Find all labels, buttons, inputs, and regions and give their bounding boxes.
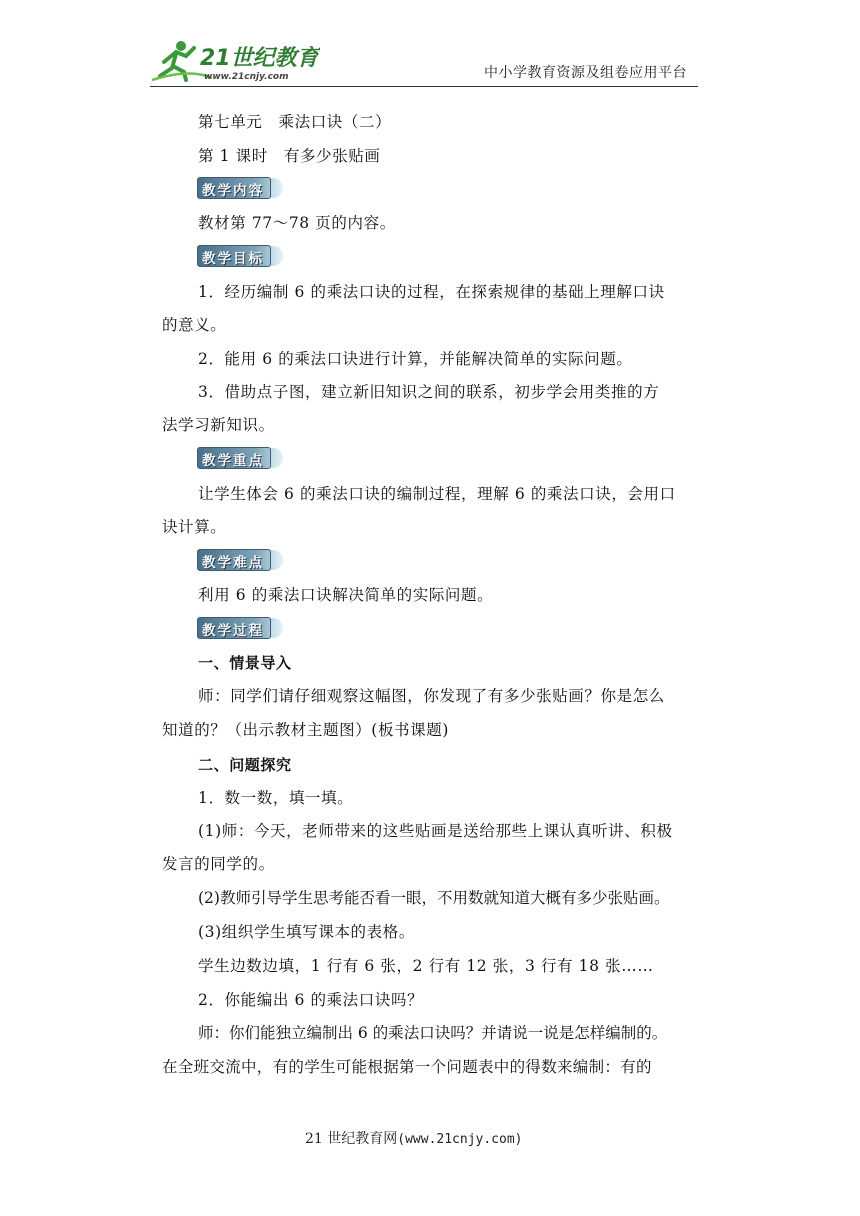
badge-difficulties: 教学难点 bbox=[197, 549, 283, 571]
header-platform-text: 中小学教育资源及组卷应用平台 bbox=[484, 65, 687, 81]
site-logo bbox=[150, 38, 320, 84]
goal-1-line-1: 1．经历编制 6 的乘法口诀的过程，在探索规律的基础上理解口诀 bbox=[198, 283, 665, 301]
footer-site-name: 21 世纪教育网 bbox=[305, 1131, 398, 1147]
part-2-item-1: 1．数一数，填一填。 bbox=[198, 789, 354, 807]
key-line-2: 诀计算。 bbox=[162, 518, 227, 536]
goal-1-line-2: 的意义。 bbox=[162, 316, 227, 334]
page-footer bbox=[305, 1128, 523, 1148]
badge-teaching-goals: 教学目标 bbox=[197, 245, 283, 267]
key-line-1: 让学生体会 6 的乘法口诀的编制过程，理解 6 的乘法口诀，会用口 bbox=[198, 485, 676, 503]
part-1-heading: 一、情景导入 bbox=[198, 654, 292, 672]
footer-site-url[interactable]: (www.21cnjy.com) bbox=[397, 1132, 523, 1147]
part-2-item-4: (3)组织学生填写课本的表格。 bbox=[198, 923, 415, 941]
goal-2: 2．能用 6 的乘法口诀进行计算，并能解决简单的实际问题。 bbox=[198, 350, 633, 368]
svg-text:www.21cnjy.com: www.21cnjy.com bbox=[204, 72, 289, 82]
part-2-item-2-line-2: 发言的同学的。 bbox=[162, 855, 275, 873]
part-2-item-7-line-2: 在全班交流中，有的学生可能根据第一个问题表中的得数来编制：有的 bbox=[162, 1058, 652, 1076]
part-1-line-1: 师：同学们请仔细观察这幅图，你发现了有多少张贴画？你是怎么 bbox=[198, 687, 665, 705]
badge-teaching-process: 教学过程 bbox=[197, 617, 283, 639]
svg-text:21世纪教育: 21世纪教育 bbox=[200, 46, 319, 71]
lesson-title: 第 1 课时 有多少张贴画 bbox=[198, 147, 381, 165]
part-2-item-7-line-1: 师：你们能独立编制出 6 的乘法口诀吗？并请说一说是怎样编制的。 bbox=[198, 1024, 668, 1042]
part-2-heading: 二、问题探究 bbox=[198, 756, 292, 774]
goal-3-line-1: 3．借助点子图，建立新旧知识之间的联系，初步学会用类推的方 bbox=[198, 383, 660, 401]
header-divider bbox=[150, 86, 698, 87]
badge-key-points: 教学重点 bbox=[197, 447, 283, 469]
difficulty-text: 利用 6 的乘法口诀解决简单的实际问题。 bbox=[198, 586, 494, 604]
part-1-line-2: 知道的？（出示教材主题图）(板书课题) bbox=[162, 721, 449, 739]
part-2-item-3: (2)教师引导学生思考能否看一眼，不用数就知道大概有多少张贴画。 bbox=[198, 889, 670, 907]
badge-teaching-content: 教学内容 bbox=[197, 177, 283, 199]
goal-3-line-2: 法学习新知识。 bbox=[162, 416, 275, 434]
unit-title: 第七单元 乘法口诀（二） bbox=[198, 113, 392, 131]
content-text: 教材第 77～78 页的内容。 bbox=[198, 214, 396, 232]
part-2-item-5: 学生边数边填，1 行有 6 张，2 行有 12 张，3 行有 18 张…… bbox=[198, 957, 654, 975]
part-2-item-2-line-1: (1)师：今天，老师带来的这些贴画是送给那些上课认真听讲、积极 bbox=[198, 822, 673, 840]
part-2-item-6: 2．你能编出 6 的乘法口诀吗？ bbox=[198, 991, 424, 1009]
